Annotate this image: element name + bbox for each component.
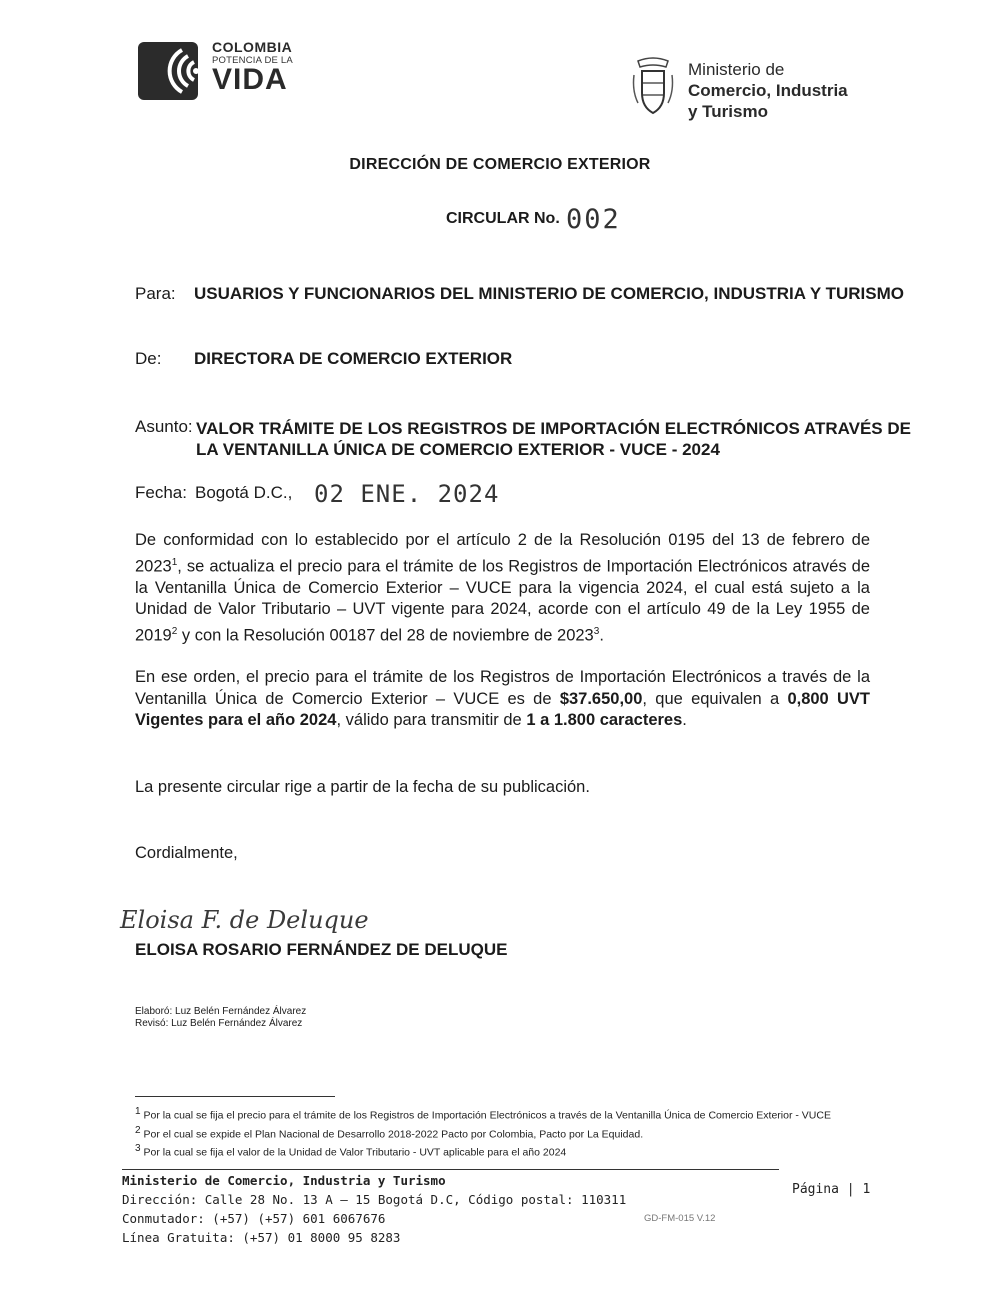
closing-text: Cordialmente, [135, 844, 238, 862]
fecha-place: Bogotá D.C., [195, 483, 293, 502]
price-value: $37.650,00 [559, 689, 643, 708]
asunto-value [196, 418, 911, 460]
uvt-value: 0,800 UVT Vigentes para el año 2024 [135, 689, 871, 729]
footer-divider [122, 1169, 779, 1170]
body-paragraph-1 [135, 530, 870, 647]
p1-text-a: De conformidad con lo establecido por el artículo 2 de la Resolución 0195 del 13 de febrero de 2023 [135, 531, 870, 575]
circular-number: 002 [566, 204, 621, 235]
p1-text-d: . [599, 626, 604, 644]
p2-text-b: , que equivalen a [642, 689, 788, 708]
footnote-1 [135, 1106, 831, 1122]
footer-toll-free: Línea Gratuita: (+57) 01 8000 95 8283 [122, 1230, 401, 1245]
footnote-1-number: 1 [135, 1106, 141, 1117]
footnote-1-text: Por la cual se fija el precio para el trámite de los Registros de Importación Electrónicos a través de la Ventanilla Única de Comercio Exterior - VUCE [143, 1109, 831, 1122]
document-title: DIRECCIÓN DE COMERCIO EXTERIOR [349, 156, 651, 173]
logo-line-2: POTENCIA DE LA [212, 55, 293, 66]
footnote-ref-3: 3 [593, 625, 600, 637]
ministry-line-1: Ministerio de [688, 60, 785, 79]
prepared-by: Elaboró: Luz Belén Fernández Álvarez [135, 1006, 307, 1017]
footnote-2 [135, 1125, 643, 1141]
body-paragraph-2 [135, 667, 870, 732]
coat-of-arms-icon [630, 57, 676, 117]
footer-address: Dirección: Calle 28 No. 13 A – 15 Bogotá D.C, Código postal: 110311 [122, 1192, 627, 1207]
logo-line-1: COLOMBIA [212, 39, 293, 55]
page-number: Página | 1 [792, 1182, 871, 1197]
de-value: DIRECTORA DE COMERCIO EXTERIOR [194, 349, 513, 368]
p2-text-a: En ese orden, el precio para el trámite de los Registros de Importación Electrónicos a través de la Ventanilla Única de Comercio Exterior – VUCE es de [135, 668, 870, 708]
ministry-logo [630, 55, 870, 125]
body-paragraph-3: La presente circular rige a partir de la fecha de su publicación. [135, 778, 590, 796]
circular-label: CIRCULAR No. [446, 210, 560, 227]
asunto-label: Asunto: [135, 417, 193, 436]
reviewed-by: Revisó: Luz Belén Fernández Álvarez [135, 1018, 303, 1029]
logo-mark-icon [138, 42, 198, 100]
footnote-2-text: Por el cual se expide el Plan Nacional de Desarrollo 2018-2022 Pacto por Colombia, Pacto por La Equidad. [143, 1128, 644, 1141]
para-value: USUARIOS Y FUNCIONARIOS DEL MINISTERIO DE COMERCIO, INDUSTRIA Y TURISMO [194, 284, 904, 303]
footnote-3-text: Por la cual se fija el valor de la Unidad de Valor Tributario - UVT aplicable para el año 2024 [143, 1146, 567, 1159]
de-label: De: [135, 349, 162, 368]
footnote-ref-1: 1 [171, 556, 178, 568]
ministry-line-2: Comercio, Industria [688, 81, 848, 100]
handwritten-signature: Eloisa F. de Deluque [120, 906, 369, 934]
asunto-line-1: VALOR TRÁMITE DE LOS REGISTROS DE IMPORTACIÓN ELECTRÓNICOS ATRAVÉS DE [196, 419, 911, 438]
footnote-3 [135, 1143, 566, 1159]
asunto-line-2: LA VENTANILLA ÚNICA DE COMERCIO EXTERIOR - VUCE - 2024 [196, 440, 720, 459]
p1-text-c: y con la Resolución 00187 del 28 de noviembre de 2023 [177, 626, 594, 644]
footer-org: Ministerio de Comercio, Industria y Turismo [122, 1173, 446, 1188]
footnote-ref-2: 2 [171, 625, 178, 637]
p2-text-c: , válido para transmitir de [336, 711, 527, 729]
logo-line-3: VIDA [212, 62, 288, 96]
footer-block [122, 1171, 626, 1247]
character-range: 1 a 1.800 caracteres [526, 711, 683, 729]
p1-text-b: , se actualiza el precio para el trámite de los Registros de Importación Electrónicos através de la Ventanilla Única de Comercio Exterior – VUCE para la vigencia 2024, el cual está sujeto a la Unidad de Valor Tributario – UVT vigente para 2024, acorde con el artículo 49 de la Ley 1955 de 2019 [135, 557, 870, 644]
ministry-line-3: y Turismo [688, 102, 768, 121]
colombia-potencia-logo [138, 40, 318, 104]
signatory-name: ELOISA ROSARIO FERNÁNDEZ DE DELUQUE [135, 940, 508, 959]
footer-phone: Conmutador: (+57) (+57) 601 6067676 [122, 1211, 386, 1226]
date-stamp: 02 ENE. 2024 [314, 480, 500, 508]
fecha-label: Fecha: [135, 483, 187, 502]
footnote-2-number: 2 [135, 1125, 141, 1136]
form-code: GD-FM-015 V.12 [644, 1213, 716, 1224]
footnote-divider [135, 1096, 335, 1097]
para-label: Para: [135, 284, 176, 303]
footnote-3-number: 3 [135, 1143, 141, 1154]
p2-text-d: . [682, 711, 687, 729]
